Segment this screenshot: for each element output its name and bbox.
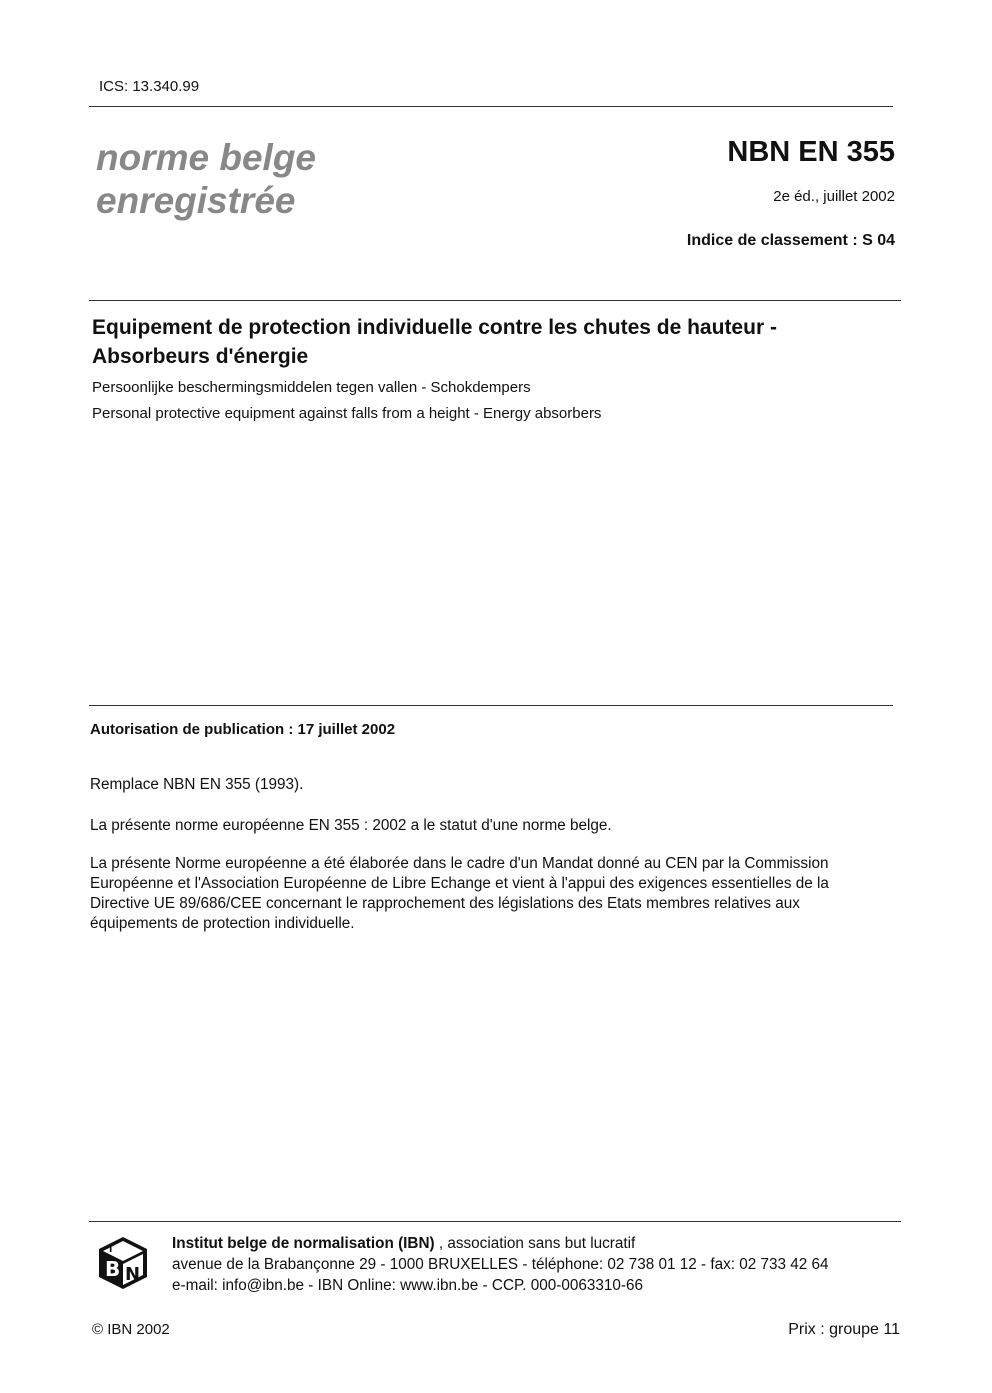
institute-contact: e-mail: info@ibn.be - IBN Online: www.ibn.be - CCP. 000-0063310-66 — [172, 1277, 643, 1294]
institute-name: Institut belge de normalisation (IBN) — [172, 1235, 435, 1252]
price-group: Prix : groupe 11 — [788, 1321, 900, 1338]
title-english: Personal protective equipment against falls from a height - Energy absorbers — [92, 405, 602, 422]
mandate-paragraph — [90, 854, 900, 934]
document-title — [92, 313, 892, 371]
ibn-logo-mark — [98, 1236, 148, 1290]
mandate-line-4: équipements de protection individuelle. — [90, 915, 355, 932]
brand-line-2: enregistrée — [96, 180, 296, 221]
ics-code: ICS: 13.340.99 — [99, 78, 200, 95]
svg-text:B: B — [105, 1257, 121, 1281]
title-line-2: Absorbeurs d'énergie — [92, 345, 309, 368]
title-divider — [89, 300, 901, 301]
svg-text:I: I — [109, 1245, 113, 1255]
institute-address: avenue de la Brabançonne 29 - 1000 BRUXELLES - téléphone: 02 738 01 12 - fax: 02 733 42 64 — [172, 1256, 829, 1273]
classification-index: Indice de classement : S 04 — [686, 232, 895, 249]
replaces-note: Remplace NBN EN 355 (1993). — [90, 776, 304, 793]
ibn-logo — [98, 1236, 148, 1290]
svg-text:N: N — [125, 1264, 141, 1285]
status-note: La présente norme européenne EN 355 : 2002 a le statut d'une norme belge. — [90, 817, 612, 834]
publication-authorization: Autorisation de publication : 17 juillet 2002 — [90, 721, 396, 738]
institute-header — [172, 1233, 829, 1254]
title-dutch: Persoonlijke beschermingsmiddelen tegen vallen - Schokdempers — [92, 379, 531, 396]
copyright: © IBN 2002 — [92, 1321, 170, 1338]
header-divider — [89, 106, 893, 107]
institute-type: , association sans but lucratif — [434, 1235, 636, 1252]
footer-divider — [89, 1221, 901, 1222]
edition-date: 2e éd., juillet 2002 — [773, 188, 895, 205]
brand-label — [96, 136, 316, 222]
mandate-line-1: La présente Norme européenne a été élaborée dans le cadre d'un Mandat donné au CEN par la Commission — [90, 855, 829, 872]
title-line-1: Equipement de protection individuelle contre les chutes de hauteur - — [92, 316, 777, 339]
brand-line-1: norme belge — [96, 137, 316, 178]
standard-number: NBN EN 355 — [727, 136, 895, 168]
mandate-line-3: Directive UE 89/686/CEE concernant le rapprochement des législations des Etats membres relatives aux — [90, 895, 800, 912]
institute-info — [172, 1233, 829, 1296]
mandate-line-2: Européenne et l'Association Européenne de Libre Echange et vient à l'appui des exigences essentielles de la — [90, 875, 829, 892]
body-divider — [89, 705, 893, 706]
